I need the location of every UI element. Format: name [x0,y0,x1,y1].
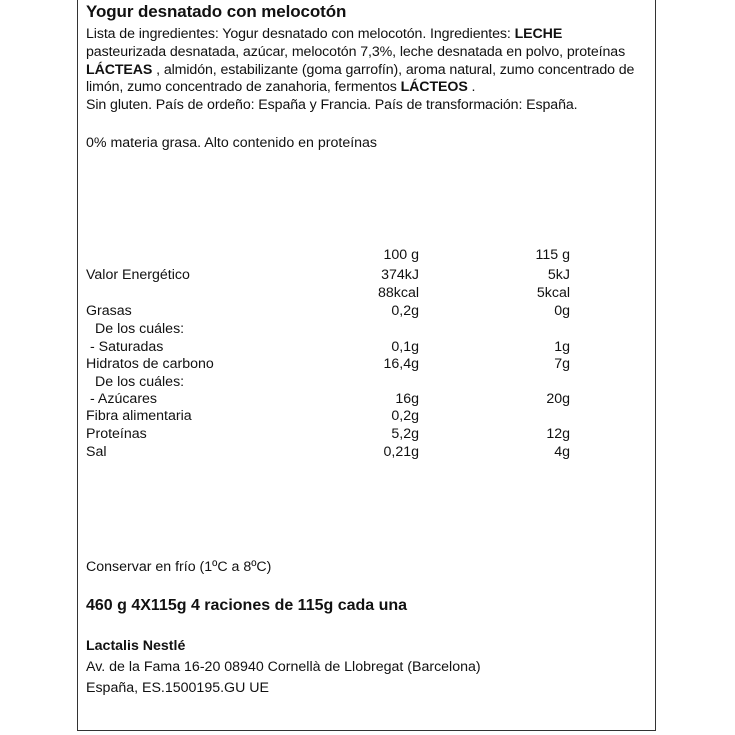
value-115g: 0g [554,303,570,319]
nutrition-header-row [0,247,735,265]
value-115g: 5kJ [547,267,570,283]
value-100g: 88kcal [377,285,419,301]
value-100g: 374kJ [381,267,419,283]
column-header-100g: 100 g [383,247,419,263]
value-115g: 4g [554,444,570,460]
origin-info: Sin gluten. País de ordeño: España y Francia. País de transformación: España. [86,97,578,114]
nutrient-label: Grasas [86,303,132,319]
pack-size: 460 g 4X115g 4 raciones de 115g cada una [86,597,408,614]
ingredients-part-2: pasteurizada desnatada, azúcar, melocotón 7,3%, leche desnatada en polvo, proteínas [86,43,626,60]
nutrient-label: Valor Energético [86,267,190,283]
nutrition-row [0,285,735,303]
nutrient-sublabel: De los cuáles: [95,321,185,337]
nutrition-row [0,444,735,462]
nutrient-label: - Saturadas [90,339,164,355]
health-mark: España, ES.1500195.GU UE [86,680,269,696]
value-115g: 12g [546,426,570,442]
value-115g: 5kcal [536,285,570,301]
allergen-leche: LECHE [514,26,563,42]
nutrition-row [0,303,735,321]
nutrition-claim: 0% materia grasa. Alto contenido en proteínas [86,135,378,151]
ingredients-part-1: Lista de ingredientes: Yogur desnatado con melocotón. Ingredientes: [86,26,515,42]
nutrient-label: Hidratos de carbono [86,356,214,372]
nutrition-row [0,426,735,444]
value-100g: 5,2g [391,426,419,442]
nutrient-label: Fibra alimentaria [86,408,192,424]
nutrition-row [0,339,735,357]
allergen-lacteos: LÁCTEOS [400,79,468,96]
value-100g: 0,1g [391,339,419,355]
column-header-115g: 115 g [535,247,570,263]
nutrition-row [0,391,735,409]
value-115g: 1g [554,339,570,355]
ingredients-text [86,26,646,115]
company-name: Lactalis Nestlé [86,638,186,654]
value-100g: 16,4g [383,356,419,372]
nutrition-row [0,321,735,339]
ingredients-part-3: , almidón, estabilizante (goma garrofín), aroma natural, zumo concentrado de limón, zumo concentrado de zanahoria, fermentos [86,61,635,96]
nutrient-sublabel: De los cuáles: [95,374,185,390]
nutrient-label: - Azúcares [90,391,158,407]
value-100g: 0,2g [391,303,419,319]
nutrition-row [0,267,735,285]
value-115g: 20g [546,391,570,407]
company-address: Av. de la Fama 16-20 08940 Cornellà de Llobregat (Barcelona) [86,659,481,675]
nutrient-label: Proteínas [86,426,147,442]
nutrition-row [0,408,735,426]
nutrient-label: Sal [86,444,107,460]
allergen-lacteas: LÁCTEAS [86,61,153,78]
product-title: Yogur desnatado con melocotón [86,2,347,21]
value-100g: 0,21g [383,444,419,460]
value-115g: 7g [554,356,570,372]
nutrition-row [0,356,735,374]
storage-instructions: Conservar en frío (1ºC a 8ºC) [86,559,272,575]
nutrition-row [0,374,735,392]
value-100g: 0,2g [391,408,419,424]
ingredients-part-4: . [467,79,476,96]
value-100g: 16g [395,391,419,407]
